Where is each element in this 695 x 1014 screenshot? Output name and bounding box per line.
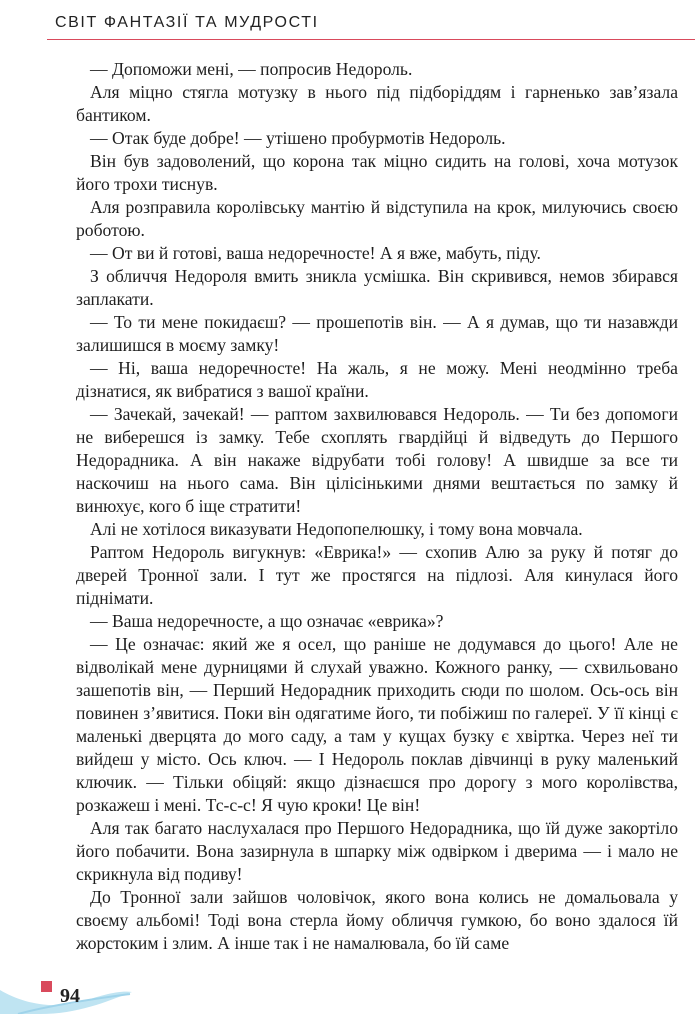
paragraph: — От ви й готові, ваша недоречносте! А я вже, мабуть, піду. [90,243,541,263]
paragraph: Він був задоволений, що корона так міцно сидить на голові, хоча мотузок його трохи тиснув. [76,151,678,194]
accent-square [41,981,52,992]
paragraph: — Зачекай, зачекай! — раптом захвилювався Недороль. — Ти без допомоги не виберешся із замку. Тебе схоплять гвардійці й відведуть до Першого Недорадника. А він накаже відрубати тобі голову! А швидше за все ти наскочиш на нього сама. Він цілісінькими днями вештається по замку й винюхує, кого б іще стратити! [76,404,678,516]
paragraph: З обличчя Недороля вмить зникла усмішка. Він скривився, немов збирався заплакати. [76,266,678,309]
paragraph: — Ні, ваша недоречносте! На жаль, я не можу. Мені неодмінно треба дізнатися, як вибратися з вашої країни. [76,358,678,401]
header-rule [47,39,695,40]
paragraph: Аля міцно стягла мотузку в нього під підборіддям і гарненько зав’язала бантиком. [76,82,678,125]
page-number: 94 [60,985,80,1007]
paragraph: — Отак буде добре! — утішено пробурмотів Недороль. [90,128,506,148]
paragraph: Алі не хотілося виказувати Недопопелюшку, і тому вона мовчала. [90,519,583,539]
paragraph: — Це означає: який же я осел, що раніше не додумався до цього! Але не відволікай мене дурницями й слухай уважно. Кожного ранку, — схвильовано зашепотів він, — Перший Недорадник приходить сюди по шолом. Ось-ось він повинен з’явитися. Поки він одягатиме його, ти побіжиш по галереї. У її кінці є маленькі дверцята до мого саду, а там у кущах бузку є хвіртка. Через неї ти вийдеш у місто. Ось ключ. — І Недороль поклав дівчинці в руку маленький ключик. — Тільки обіцяй: якщо дізнаєшся про дорогу з мого королівства, розкажеш і мені. Тс-с-с! Я чую кроки! Це він! [76,634,678,815]
paragraph: Аля так багато наслухалася про Першого Недорадника, що їй дуже закортіло його побачити. Вона зазирнула в шпарку між одвірком і дверима — і мало не скрикнула від подиву! [76,818,678,884]
section-title: СВІТ ФАНТАЗІЇ ТА МУДРОСТІ [55,14,319,31]
paragraph: — Допоможи мені, — попросив Недороль. [90,59,413,79]
paragraph: — То ти мене покидаєш? — прошепотів він. — А я думав, що ти назавжди залишишся в моєму замку! [76,312,678,355]
paragraph: До Тронної зали зайшов чоловічок, якого вона колись не домальовала у своєму альбомі! Тоді вона стерла йому обличчя гумкою, бо воно здалося їй жорстоким і злим. А інше так і не намалювала, бо їй саме [76,887,678,953]
paragraph: Раптом Недороль вигукнув: «Еврика!» — схопив Алю за руку й потяг до дверей Тронної зали. І тут же простягся на підлозі. Аля кинулася його піднімати. [76,542,678,608]
body-text [76,58,678,955]
paragraph: Аля розправила королівську мантію й відступила на крок, милуючись своєю роботою. [76,197,678,240]
page-header [47,6,695,42]
paragraph: — Ваша недоречносте, а що означає «еврика»? [90,611,444,631]
